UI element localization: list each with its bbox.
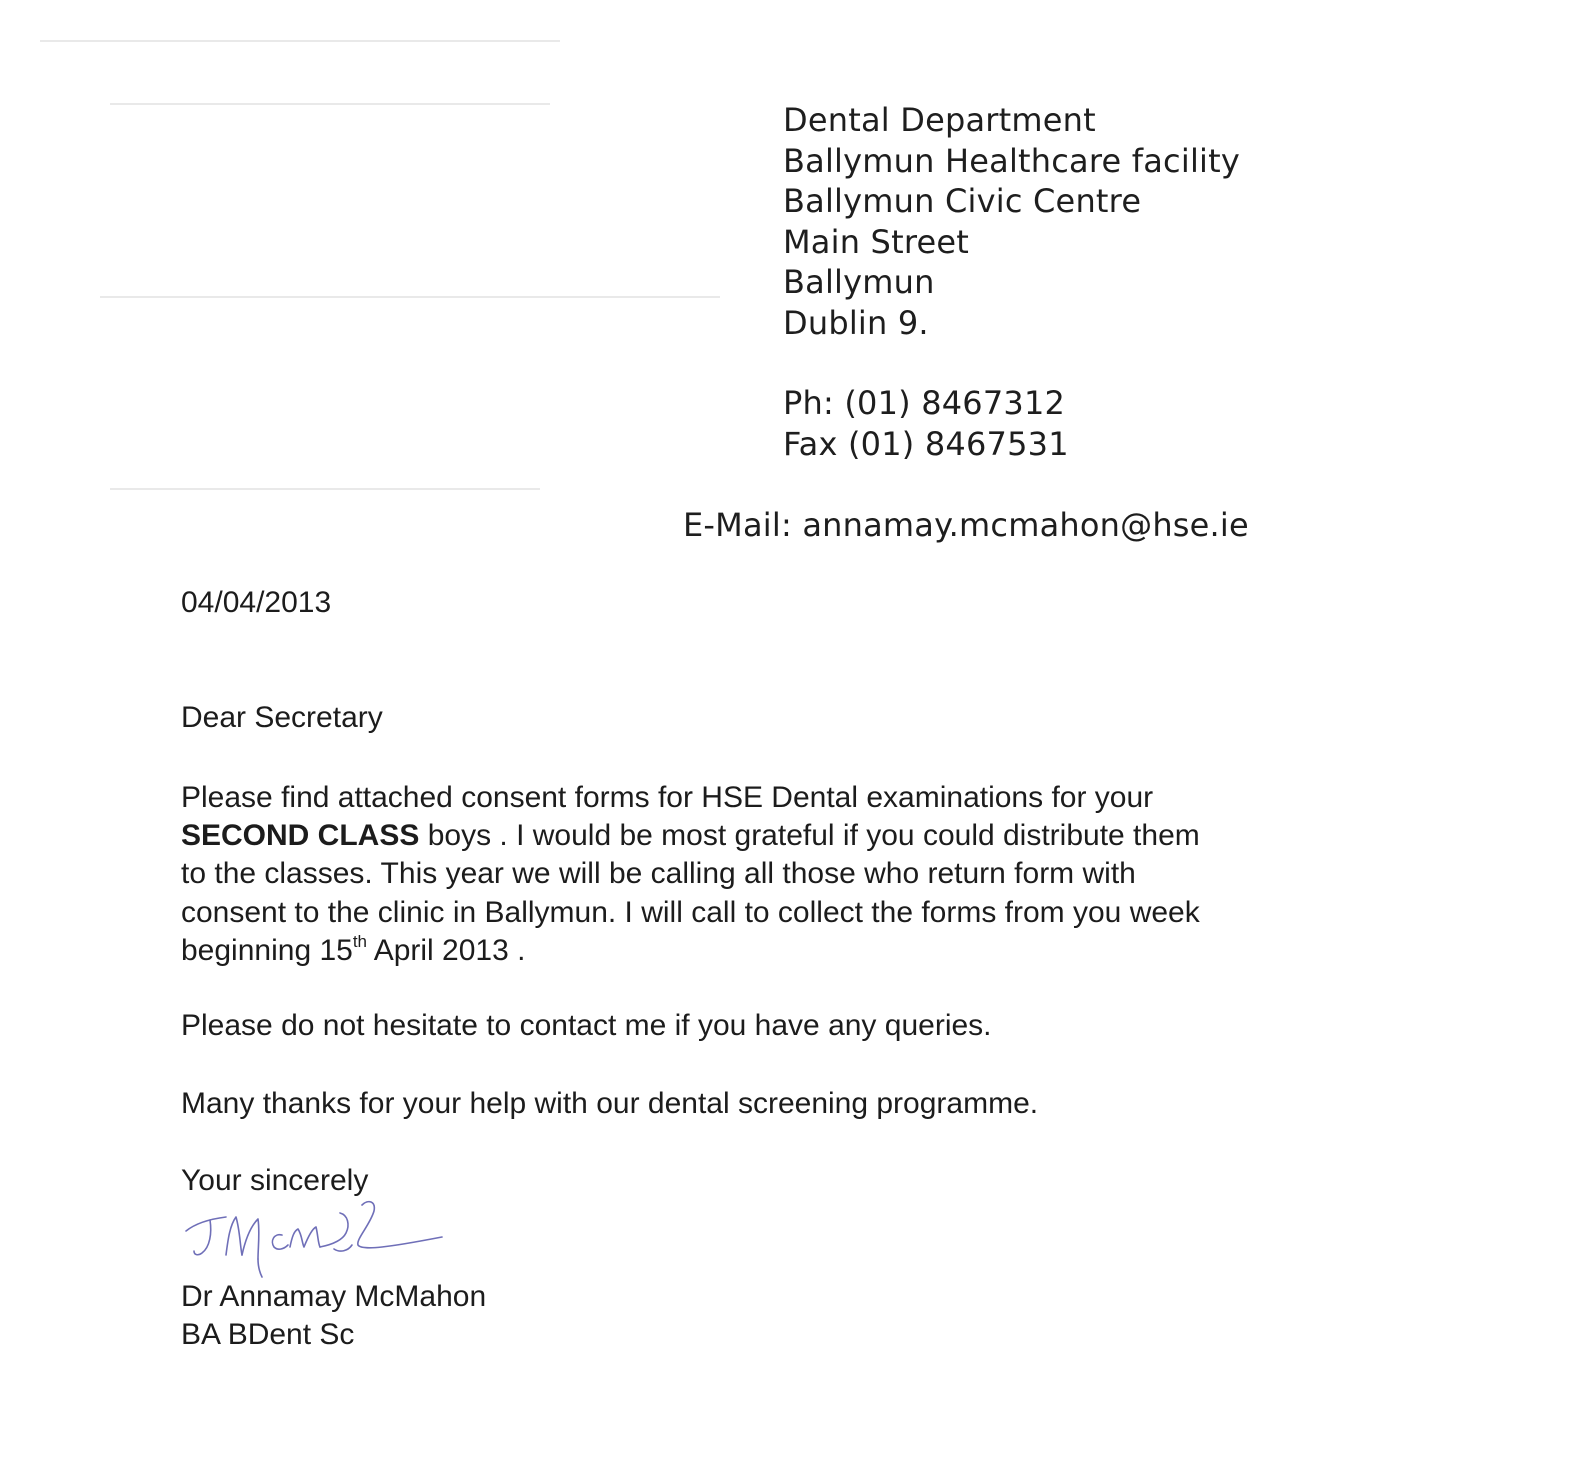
sender-address-block xyxy=(783,100,1240,464)
collection-date-start: beginning 15 xyxy=(181,933,353,967)
fax-number: Fax (01) 8467531 xyxy=(783,424,1069,463)
phone-number: Ph: (01) 8467312 xyxy=(783,384,1066,422)
ordinal-suffix: th xyxy=(352,931,368,951)
email-address: E-Mail: annamay.mcmahon@hse.ie xyxy=(683,506,1249,544)
scan-artifact xyxy=(100,296,720,298)
letter-date: 04/04/2013 xyxy=(181,586,332,619)
address-town: Ballymun xyxy=(783,263,935,301)
body-line-rest: boys . I would be most grateful if you could distribute them xyxy=(419,819,1200,853)
signer-qualifications: BA BDent Sc xyxy=(181,1318,355,1351)
address-spacer xyxy=(783,343,1240,383)
signer-name: Dr Annamay McMahon xyxy=(181,1280,487,1313)
class-emphasis: SECOND CLASS xyxy=(181,819,420,853)
body-paragraph-2: Please do not hesitate to contact me if you have any queries. xyxy=(181,1009,992,1042)
handwritten-signature xyxy=(180,1195,470,1285)
address-city: Dublin 9. xyxy=(783,303,929,342)
body-line: consent to the clinic in Ballymun. I will call to collect the forms from you week xyxy=(181,895,1200,929)
signer-block xyxy=(181,1278,486,1354)
scan-artifact xyxy=(110,488,540,490)
body-paragraph-3: Many thanks for your help with our dental screening programme. xyxy=(181,1087,1039,1120)
closing: Your sincerely xyxy=(181,1164,369,1197)
body-line xyxy=(181,932,1331,970)
body-paragraph-1 xyxy=(181,779,1331,970)
address-facility: Ballymun Healthcare facility xyxy=(783,141,1241,180)
address-centre: Ballymun Civic Centre xyxy=(783,182,1142,220)
salutation: Dear Secretary xyxy=(181,701,383,734)
scan-artifact xyxy=(110,103,550,105)
body-line: Please find attached consent forms for HSE Dental examinations for your xyxy=(181,781,1154,814)
address-street: Main Street xyxy=(783,222,969,261)
collection-date-end: April 2013 . xyxy=(367,933,526,967)
address-department: Dental Department xyxy=(783,101,1096,139)
scan-artifact xyxy=(40,40,560,42)
body-line xyxy=(181,817,1331,855)
body-line: to the classes. This year we will be calling all those who return form with xyxy=(181,857,1136,891)
